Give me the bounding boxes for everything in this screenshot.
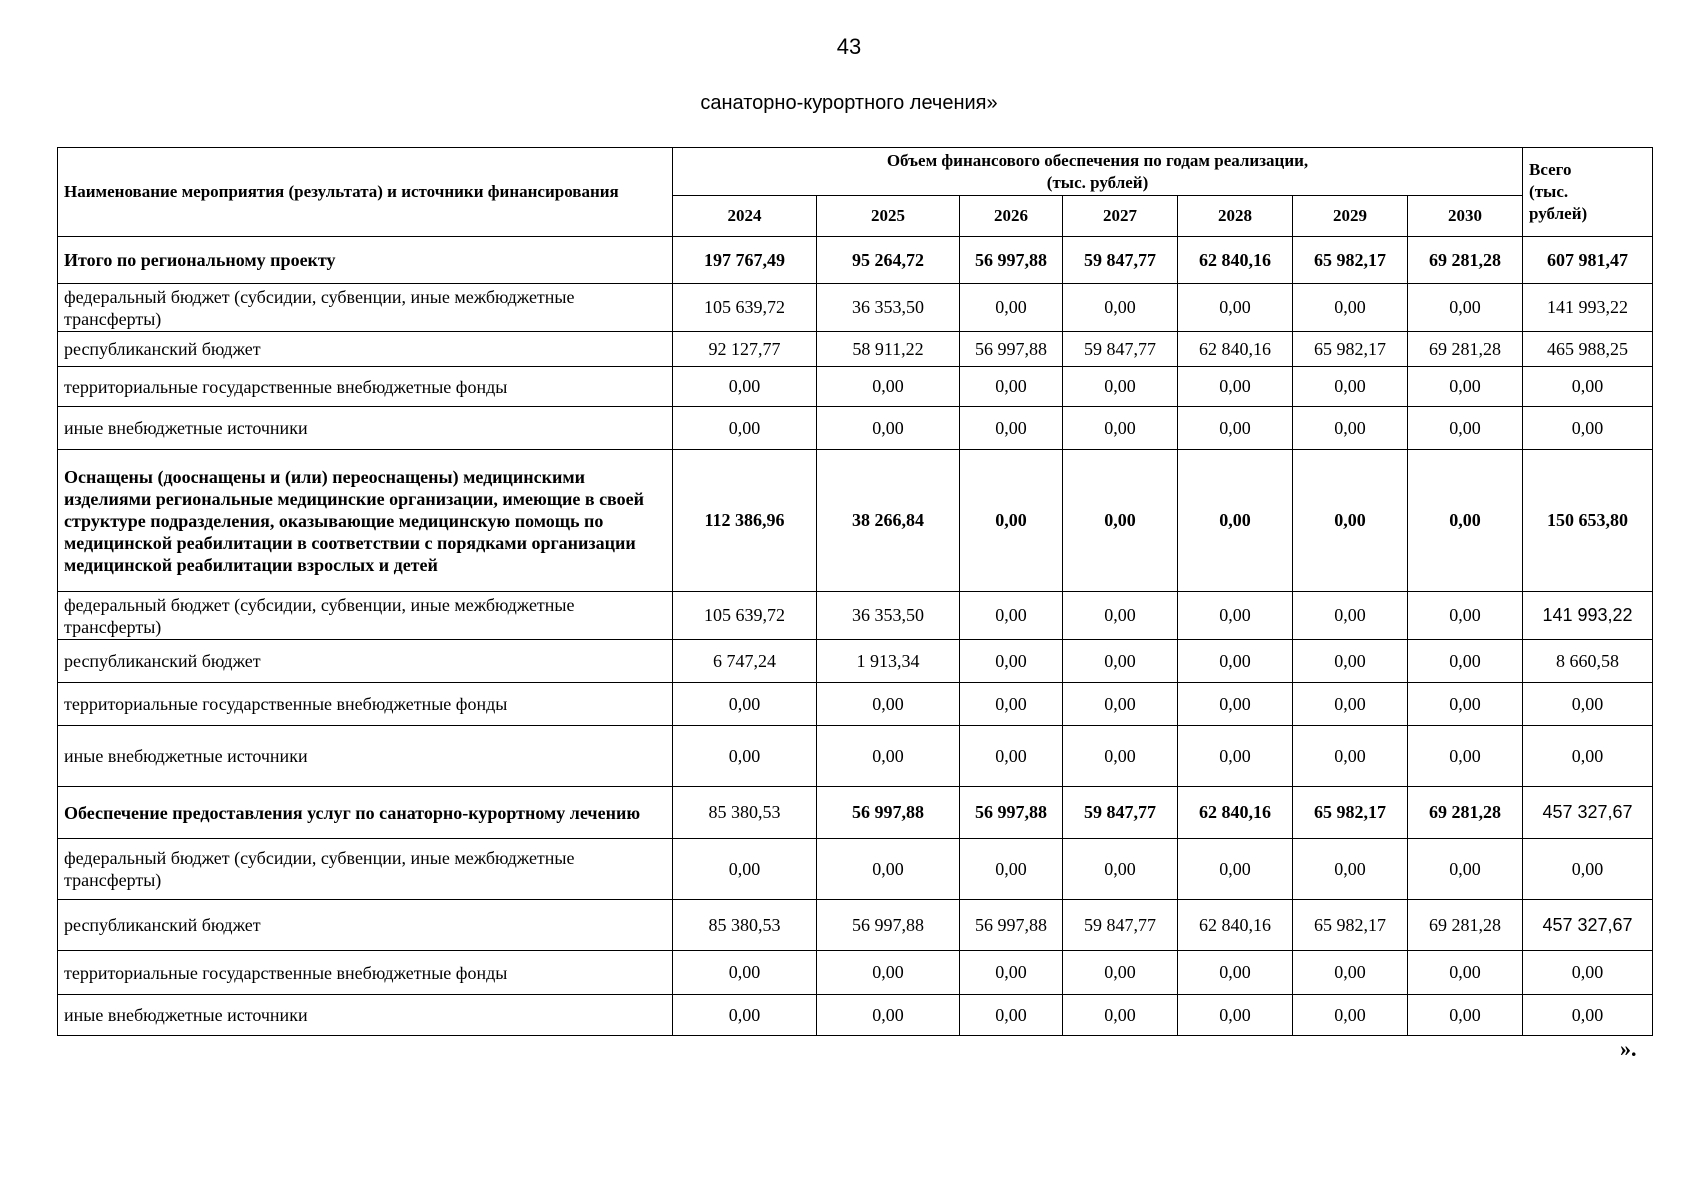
header-year-2027: 2027 [1063,196,1178,237]
header-total-column: Всего (тыс. рублей) [1523,148,1653,237]
row-total: 0,00 [1523,683,1653,726]
table-row: федеральный бюджет (субсидии, субвенции, иные межбюджетные трансферты) 105 639,72 36 353,50 0,00 0,00 0,00 0,00 0,00 141 993,22 [58,284,1653,332]
row-total: 0,00 [1523,995,1653,1036]
table-row: территориальные государственные внебюджетные фонды 0,00 0,00 0,00 0,00 0,00 0,00 0,00 0,00 [58,367,1653,407]
row-total: 457 327,67 [1523,900,1653,951]
table-row: Оснащены (дооснащены и (или) переоснащены) медицинскими изделиями региональные медицинские организации, имеющие в своей структуре подразделения, оказывающие медицинскую помощь по медицинской реабилитации в соответствии с порядками организации медицинской реабилитации взрослых и детей 112 386,96 38 266,84 0,00 0,00 0,00 0,00 0,00 150 653,80 [58,450,1653,592]
header-funding-group [673,148,1523,196]
row-total: 150 653,80 [1523,450,1653,592]
row-name: Обеспечение предоставления услуг по санаторно-курортному лечению [58,787,673,839]
row-total: 457 327,67 [1523,787,1653,839]
header-year-2024: 2024 [673,196,817,237]
header-year-2028: 2028 [1178,196,1293,237]
row-total: 0,00 [1523,367,1653,407]
row-name: республиканский бюджет [58,640,673,683]
table-row: иные внебюджетные источники 0,00 0,00 0,00 0,00 0,00 0,00 0,00 0,00 [58,995,1653,1036]
table-row: Обеспечение предоставления услуг по санаторно-курортному лечению 85 380,53 56 997,88 56 997,88 59 847,77 62 840,16 65 982,17 69 281,28 457 327,67 [58,787,1653,839]
row-total: 465 988,25 [1523,332,1653,367]
row-total: 607 981,47 [1523,237,1653,284]
header-row-group [58,148,1653,196]
financing-table [57,147,1653,1036]
row-total: 0,00 [1523,407,1653,450]
row-total: 0,00 [1523,951,1653,995]
header-name-column: Наименование мероприятия (результата) и источники финансирования [58,148,673,237]
header-year-2030: 2030 [1408,196,1523,237]
table-row: федеральный бюджет (субсидии, субвенции, иные межбюджетные трансферты) 105 639,72 36 353,50 0,00 0,00 0,00 0,00 0,00 141 993,22 [58,592,1653,640]
row-name: иные внебюджетные источники [58,407,673,450]
row-total: 0,00 [1523,839,1653,900]
row-name: территориальные государственные внебюджетные фонды [58,951,673,995]
row-total: 141 993,22 [1523,284,1653,332]
page-number: 43 [836,34,862,59]
row-name: федеральный бюджет (субсидии, субвенции, иные межбюджетные трансферты) [58,592,673,640]
table-row: Итого по региональному проекту 197 767,49 95 264,72 56 997,88 59 847,77 62 840,16 65 982,17 69 281,28 607 981,47 [58,237,1653,284]
header-year-2025: 2025 [817,196,960,237]
table-row: федеральный бюджет (субсидии, субвенции, иные межбюджетные трансферты) 0,00 0,00 0,00 0,00 0,00 0,00 0,00 0,00 [58,839,1653,900]
row-name: территориальные государственные внебюджетные фонды [58,367,673,407]
table-row: республиканский бюджет 6 747,24 1 913,34 0,00 0,00 0,00 0,00 0,00 8 660,58 [58,640,1653,683]
row-name: республиканский бюджет [58,900,673,951]
row-name: Оснащены (дооснащены и (или) переоснащены) медицинскими изделиями региональные медицинские организации, имеющие в своей структуре подразделения, оказывающие медицинскую помощь по медицинской реабилитации в соответствии с порядками организации медицинской реабилитации взрослых и детей [58,450,673,592]
row-total: 8 660,58 [1523,640,1653,683]
row-name: Итого по региональному проекту [58,237,673,284]
row-name: иные внебюджетные источники [58,726,673,787]
table-row: территориальные государственные внебюджетные фонды 0,00 0,00 0,00 0,00 0,00 0,00 0,00 0,00 [58,683,1653,726]
row-name: иные внебюджетные источники [58,995,673,1036]
row-total: 0,00 [1523,726,1653,787]
header-funding-line2: (тыс. рублей) [1046,172,1149,192]
table-row: иные внебюджетные источники 0,00 0,00 0,00 0,00 0,00 0,00 0,00 0,00 [58,726,1653,787]
header-year-2026: 2026 [960,196,1063,237]
closing-quote-mark: ». [1620,1036,1637,1061]
table-row: республиканский бюджет 92 127,77 58 911,22 56 997,88 59 847,77 62 840,16 65 982,17 69 281,28 465 988,25 [58,332,1653,367]
table-title-fragment: санаторно-курортного лечения» [700,92,998,114]
header-year-2029: 2029 [1293,196,1408,237]
row-name: федеральный бюджет (субсидии, субвенции, иные межбюджетные трансферты) [58,284,673,332]
table-row: иные внебюджетные источники 0,00 0,00 0,00 0,00 0,00 0,00 0,00 0,00 [58,407,1653,450]
table-row: республиканский бюджет 85 380,53 56 997,88 56 997,88 59 847,77 62 840,16 65 982,17 69 281,28 457 327,67 [58,900,1653,951]
row-total: 141 993,22 [1523,592,1653,640]
row-name: федеральный бюджет (субсидии, субвенции, иные межбюджетные трансферты) [58,839,673,900]
table-row: территориальные государственные внебюджетные фонды 0,00 0,00 0,00 0,00 0,00 0,00 0,00 0,00 [58,951,1653,995]
header-funding-line1: Объем финансового обеспечения по годам реализации, [886,150,1309,170]
row-name: республиканский бюджет [58,332,673,367]
row-name: территориальные государственные внебюджетные фонды [58,683,673,726]
